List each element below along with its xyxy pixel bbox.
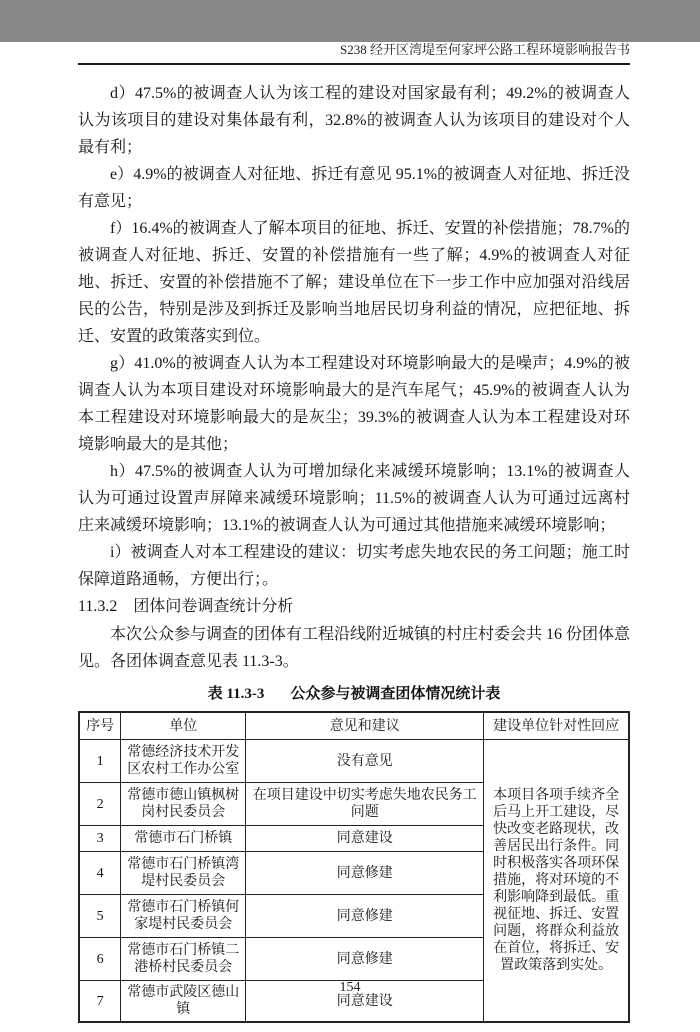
cell-no: 4	[79, 852, 121, 895]
table-caption	[78, 682, 630, 706]
cell-opinion: 同意修建	[246, 852, 484, 895]
cell-no: 1	[79, 740, 121, 783]
page-header	[78, 42, 630, 65]
survey-table	[78, 711, 630, 1023]
paragraph-h: h）47.5%的被调查人认为可增加绿化来减缓环境影响；13.1%的被调查人认为可通过设置声屏障来减缓环境影响；11.5%的被调查人认为可通过远离村庄来减缓环境影响；13.1%的被调查人认为可通过其他措施来减缓环境影响；	[78, 463, 630, 534]
table-row	[79, 740, 629, 783]
page-content	[78, 65, 630, 1023]
cell-response: 本项目各项手续齐全后马上开工建设，尽快改变老路现状，改善居民出行条件。同时积极落实各项环保措施，将对环境的不利影响降到最低。重视征地、拆迁、安置问题，将群众利益放在首位，将拆迁、安置政策落到实处。	[484, 740, 629, 1023]
paragraph-e: e）4.9%的被调查人对征地、拆迁有意见 95.1%的被调查人对征地、拆迁没有意见；	[78, 166, 630, 210]
header-title: S238 经开区湾堤至何家坪公路工程环境影响报告书	[340, 42, 630, 57]
cell-no: 6	[79, 938, 121, 981]
section-number: 11.3.2	[78, 598, 118, 615]
table-caption-label: 表 11.3-3	[207, 686, 265, 702]
cell-unit: 常德市石门桥镇湾堤村民委员会	[121, 852, 246, 895]
column-header-no: 序号	[79, 712, 121, 740]
paragraph-f: f）16.4%的被调查人了解本项目的征地、拆迁、安置的补偿措施；78.7%的被调查人对征地、拆迁、安置的补偿措施有一些了解；4.9%的被调查人对征地、拆迁、安置的补偿措施不了解；建设单位在下一步工作中应加强对沿线居民的公告，特别是涉及到拆迁及影响当地居民切身利益的情况，应把征地、拆迁、安置的政策落实到位。	[78, 220, 630, 345]
cell-no: 3	[79, 826, 121, 852]
page-number: 154	[339, 980, 361, 995]
cell-unit: 常德市武陵区德山镇	[121, 981, 246, 1023]
cell-opinion: 在项目建设中切实考虑失地农民务工问题	[246, 783, 484, 826]
cell-unit: 常德市石门桥镇二港桥村民委员会	[121, 938, 246, 981]
cell-opinion: 同意建设	[246, 981, 484, 1023]
page-footer	[0, 980, 700, 996]
cell-unit: 常德市石门桥镇何家堤村民委员会	[121, 895, 246, 938]
cell-opinion: 同意修建	[246, 895, 484, 938]
column-header-response: 建设单位针对性回应	[484, 712, 629, 740]
section-intro: 本次公众参与调查的团体有工程沿线附近城镇的村庄村委会共 16 份团体意见。各团体调查意见表 11.3-3。	[78, 626, 631, 670]
paragraph-i: i）被调查人对本工程建设的建议：切实考虑失地农民的务工问题；施工时保障道路通畅，方便出行；。	[78, 544, 630, 588]
cell-unit: 常德市石门桥镇	[121, 826, 246, 852]
column-header-opinion: 意见和建议	[246, 712, 484, 740]
section-title: 团体问卷调查统计分析	[133, 598, 294, 615]
cell-no: 5	[79, 895, 121, 938]
table-caption-title: 公众参与被调查团体情况统计表	[290, 686, 501, 702]
cell-opinion: 同意修建	[246, 938, 484, 981]
cell-no: 7	[79, 981, 121, 1023]
table-header-row	[79, 712, 629, 740]
document-page	[0, 42, 700, 1032]
paragraph-g: g）41.0%的被调查人认为本工程建设对环境影响最大的是噪声；4.9%的被调查人认为本项目建设对环境影响最大的是汽车尾气；45.9%的被调查人认为本工程建设对环境影响最大的是灰尘；39.3%的被调查人认为本工程建设对环境影响最大的是其他；	[78, 355, 630, 453]
cell-opinion: 没有意见	[246, 740, 484, 783]
section-heading	[78, 593, 630, 621]
cell-opinion: 同意建设	[246, 826, 484, 852]
cell-no: 2	[79, 783, 121, 826]
cell-unit: 常德市德山镇枫树岗村民委员会	[121, 783, 246, 826]
column-header-unit: 单位	[121, 712, 246, 740]
paragraph-d: d）47.5%的被调查人认为该工程的建设对国家最有利；49.2%的被调查人认为该项目的建设对集体最有利，32.8%的被调查人认为该项目的建设对个人最有利；	[78, 85, 630, 156]
cell-unit: 常德经济技术开发区农村工作办公室	[121, 740, 246, 783]
